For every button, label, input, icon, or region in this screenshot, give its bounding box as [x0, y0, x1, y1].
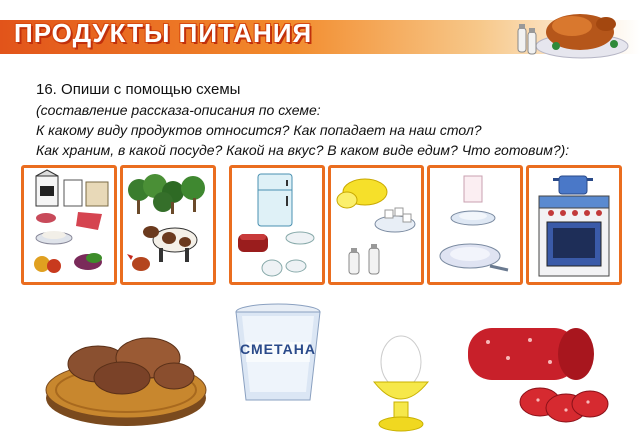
- task-instruction: Опиши с помощью схемы: [61, 81, 241, 98]
- scheme-card: [427, 165, 523, 285]
- task-line: (составление рассказа-описания по схеме:: [36, 102, 321, 118]
- fridge-breadbox-icon: [232, 168, 322, 282]
- roast-chicken-icon: [506, 2, 630, 64]
- task-number: 16.: [36, 81, 57, 98]
- scheme-card: [120, 165, 216, 285]
- task-line: Как храним, в какой посуде? Какой на вкус? В каком виде едим? Что готовим?):: [36, 142, 570, 158]
- potatoes-icon: [40, 320, 210, 432]
- glass-plates-icon: [430, 168, 520, 282]
- sour-cream-label: СМЕТАНА: [240, 341, 316, 357]
- page-title: ПРОДУКТЫ ПИТАНИЯ: [14, 18, 313, 48]
- scheme-card: [526, 165, 622, 285]
- task-line: К какому виду продуктов относится? Как попадает на наш стол?: [36, 122, 482, 138]
- farm-trees-animals-icon: [123, 168, 213, 282]
- stove-pot-icon: [529, 168, 619, 282]
- lemon-sugar-salt-icon: [331, 168, 421, 282]
- sausage-icon: [458, 318, 610, 434]
- boiled-egg-icon: [364, 334, 438, 434]
- scheme-card: [229, 165, 325, 285]
- task-block: [36, 80, 626, 160]
- scheme-card: [328, 165, 424, 285]
- scheme-card: [21, 165, 117, 285]
- grocery-products-icon: [24, 168, 114, 282]
